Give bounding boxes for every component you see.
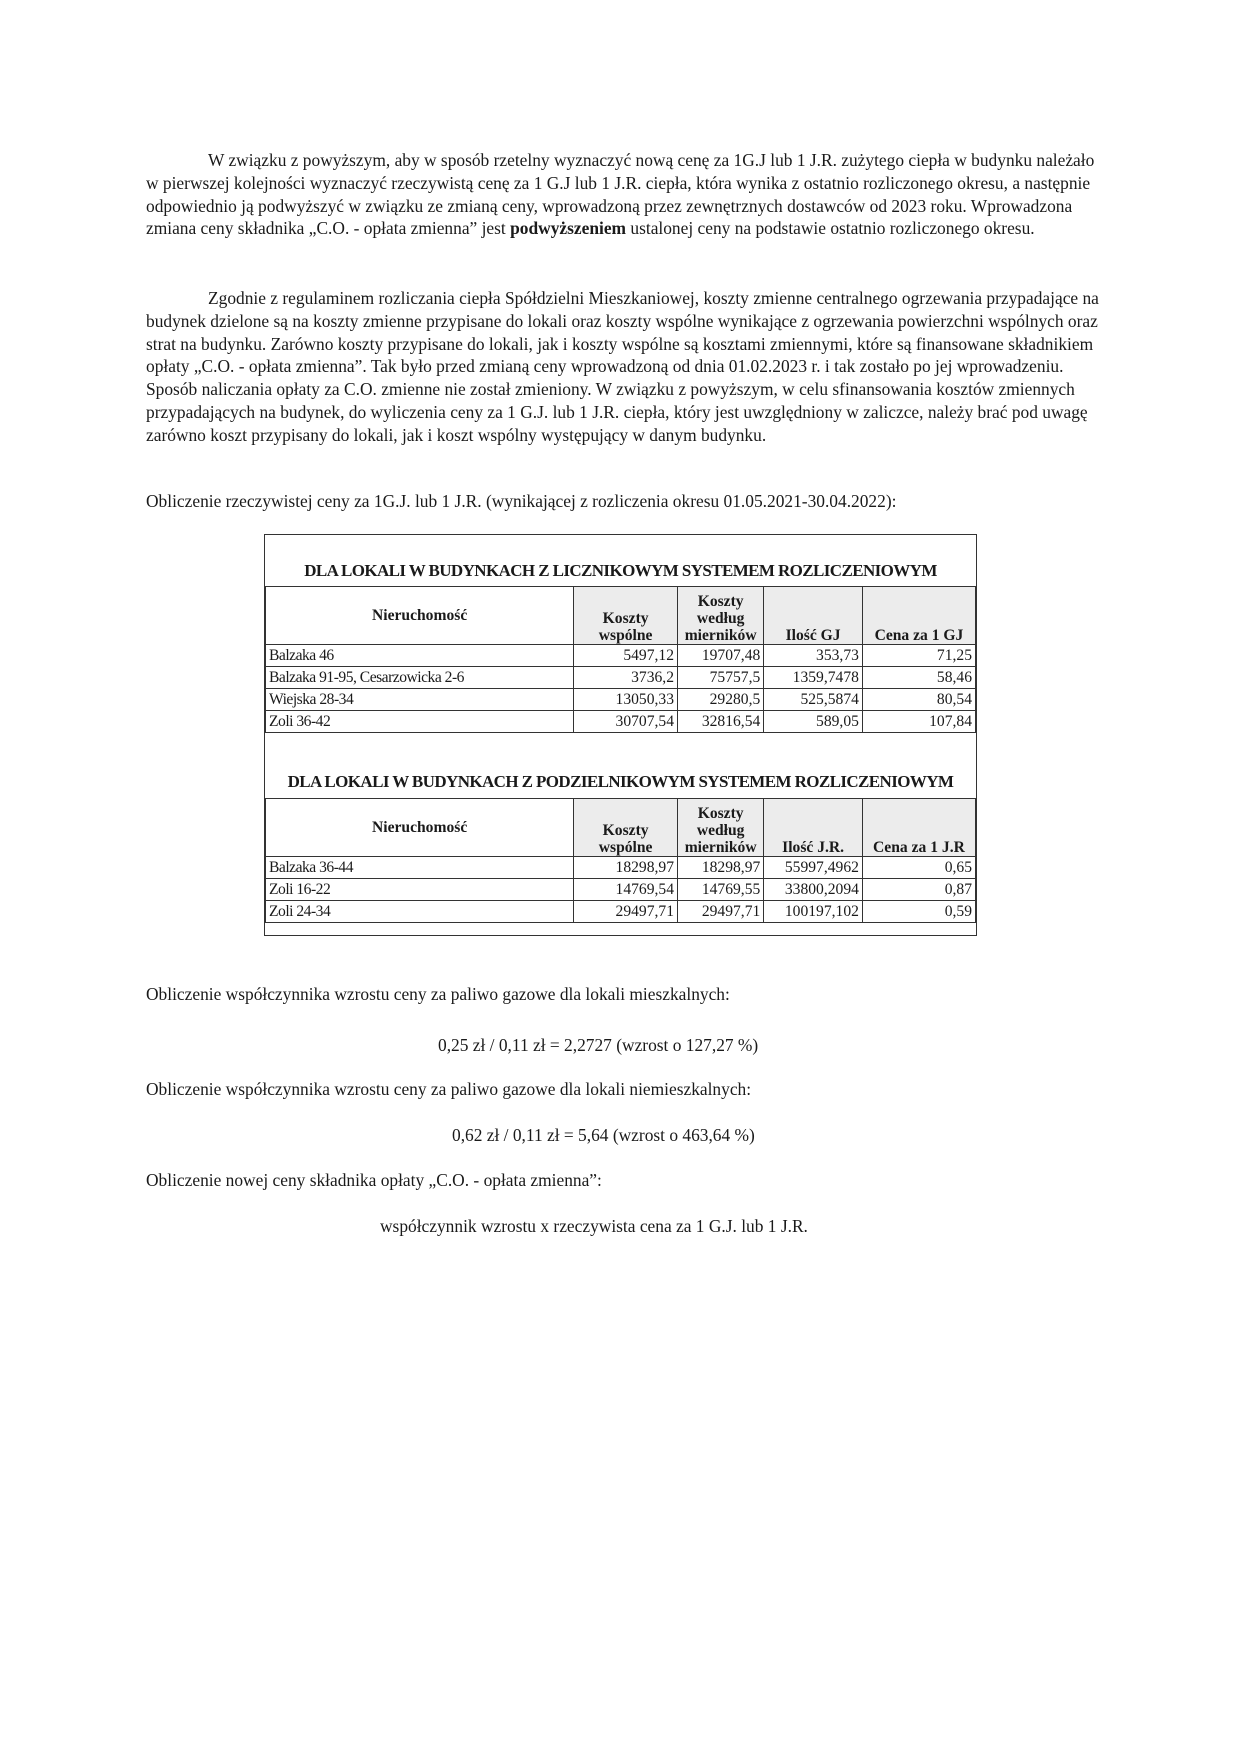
cell-quantity: 33800,2094 — [764, 879, 863, 901]
paragraph-calc-intro: Obliczenie rzeczywistej ceny za 1G.J. lub 1 J.R. (wynikającej z rozliczenia okresu 01.05.2021-30.04.2022): — [146, 491, 897, 511]
calc-nonresidential-heading: Obliczenie współczynnika wzrostu ceny za paliwo gazowe dla lokali niemieszkalnych: — [146, 1079, 752, 1099]
cell-common-costs: 13050,33 — [574, 689, 678, 711]
cell-quantity: 589,05 — [764, 711, 863, 733]
cell-property: Wiejska 28-34 — [266, 689, 574, 711]
cell-quantity: 353,73 — [764, 645, 863, 667]
calc-residential-heading: Obliczenie współczynnika wzrostu ceny za paliwo gazowe dla lokali mieszkalnych: — [146, 984, 730, 1004]
cell-property: Balzaka 36-44 — [266, 857, 574, 879]
cell-meter-costs: 29497,71 — [678, 901, 764, 923]
column-header: Koszty wspólne — [574, 799, 678, 857]
column-header: Ilość J.R. — [764, 799, 863, 857]
paragraph-regulations — [146, 287, 1101, 447]
cell-unit-price: 107,84 — [862, 711, 975, 733]
column-header: Koszty wspólne — [574, 587, 678, 645]
cell-common-costs: 5497,12 — [574, 645, 678, 667]
paragraph-1-text-end: ustalonej ceny na podstawie ostatnio rozliczonego okresu. — [626, 218, 1035, 239]
formula-nonresidential: 0,62 zł / 0,11 zł = 5,64 (wzrost o 463,64 %) — [452, 1125, 755, 1145]
cell-quantity: 525,5874 — [764, 689, 863, 711]
cell-unit-price: 0,87 — [862, 879, 975, 901]
table-row — [266, 901, 976, 923]
table-header-row — [266, 587, 976, 645]
cell-quantity: 100197,102 — [764, 901, 863, 923]
cell-quantity: 55997,4962 — [764, 857, 863, 879]
formula-new-price: współczynnik wzrostu x rzeczywista cena za 1 G.J. lub 1 J.R. — [380, 1216, 808, 1236]
cell-unit-price: 0,65 — [862, 857, 975, 879]
column-header: Koszty według mierników — [678, 799, 764, 857]
paragraph-price-method — [146, 149, 1101, 240]
cell-common-costs: 29497,71 — [574, 901, 678, 923]
column-header: Koszty według mierników — [678, 587, 764, 645]
cell-property: Zoli 24-34 — [266, 901, 574, 923]
column-header: Cena za 1 GJ — [862, 587, 975, 645]
cell-unit-price: 80,54 — [862, 689, 975, 711]
table-row — [266, 711, 976, 733]
cell-meter-costs: 75757,5 — [678, 667, 764, 689]
table-allocator-system — [265, 798, 976, 923]
cell-common-costs: 14769,54 — [574, 879, 678, 901]
table-1-title: DLA LOKALI W BUDYNKACH Z LICZNIKOWYM SYSTEMEM ROZLICZENIOWYM — [304, 561, 937, 580]
cell-unit-price: 58,46 — [862, 667, 975, 689]
cell-quantity: 1359,7478 — [764, 667, 863, 689]
paragraph-1-bold: podwyższeniem — [510, 218, 627, 239]
cell-property: Balzaka 46 — [266, 645, 574, 667]
cell-meter-costs: 29280,5 — [678, 689, 764, 711]
table-row — [266, 645, 976, 667]
calc-new-price-heading: Obliczenie nowej ceny składnika opłaty „C.O. - opłata zmienna”: — [146, 1170, 602, 1190]
column-header: Nieruchomość — [266, 799, 574, 857]
table-header-row — [266, 799, 976, 857]
table-2-title: DLA LOKALI W BUDYNKACH Z PODZIELNIKOWYM SYSTEMEM ROZLICZENIOWYM — [287, 772, 954, 791]
table-row — [266, 689, 976, 711]
table-row — [266, 879, 976, 901]
cell-unit-price: 0,59 — [862, 901, 975, 923]
cell-meter-costs: 18298,97 — [678, 857, 764, 879]
cell-property: Balzaka 91-95, Cesarzowicka 2-6 — [266, 667, 574, 689]
table-row — [266, 667, 976, 689]
column-header: Cena za 1 J.R — [862, 799, 975, 857]
paragraph-1-text: W związku z powyższym, aby w sposób rzetelny wyznaczyć nową cenę za 1G.J lub 1 J.R. zużytego ciepła w budynku należało w pierwszej kolejności wyznaczyć rzeczywistą cenę za 1 G.J lub 1 J.R. ciepła, która wynika z ostatnio rozliczonego okresu, a następnie odpowiednio ją podwyższyć w związku ze zmianą ceny, wprowadzoną przez zewnętrznych dostawców od 2023 roku. Wprowadzona zmiana ceny składnika „C.O. - opłata zmienna” jest — [146, 150, 1095, 239]
cell-common-costs: 3736,2 — [574, 667, 678, 689]
column-header: Ilość GJ — [764, 587, 863, 645]
paragraph-2-text: Zgodnie z regulaminem rozliczania ciepła Spółdzielni Mieszkaniowej, koszty zmienne centralnego ogrzewania przypadające na budynek dzielone są na koszty zmienne przypisane do lokali oraz koszty wspólne wynikające z ogrzewania powierzchni wspólnych oraz strat na budynku. Zarówno koszty przypisane do lokali, jak i koszty wspólne są kosztami zmiennymi, które są finansowane składnikiem opłaty „C.O. - opłata zmienna”. Tak było przed zmianą ceny wprowadzoną od dnia 01.02.2023 r. i tak zostało po jej wprowadzeniu. Sposób naliczania opłaty za C.O. zmienne nie został zmieniony. W związku z powyższym, w celu sfinansowania kosztów zmiennych przypadających na budynek, do wyliczenia ceny za 1 G.J. lub 1 J.R. ciepła, który jest uwzględniony w zaliczce, należy brać pod uwagę zarówno koszt przypisany do lokali, jak i koszt wspólny występujący w danym budynku. — [146, 288, 1099, 445]
formula-residential: 0,25 zł / 0,11 zł = 2,2727 (wzrost o 127,27 %) — [438, 1035, 759, 1055]
cell-property: Zoli 16-22 — [266, 879, 574, 901]
price-tables-box — [264, 534, 977, 936]
cell-common-costs: 18298,97 — [574, 857, 678, 879]
cell-property: Zoli 36-42 — [266, 711, 574, 733]
column-header: Nieruchomość — [266, 587, 574, 645]
cell-unit-price: 71,25 — [862, 645, 975, 667]
cell-meter-costs: 32816,54 — [678, 711, 764, 733]
cell-common-costs: 30707,54 — [574, 711, 678, 733]
cell-meter-costs: 19707,48 — [678, 645, 764, 667]
table-meter-system — [265, 586, 976, 733]
cell-meter-costs: 14769,55 — [678, 879, 764, 901]
table-row — [266, 857, 976, 879]
